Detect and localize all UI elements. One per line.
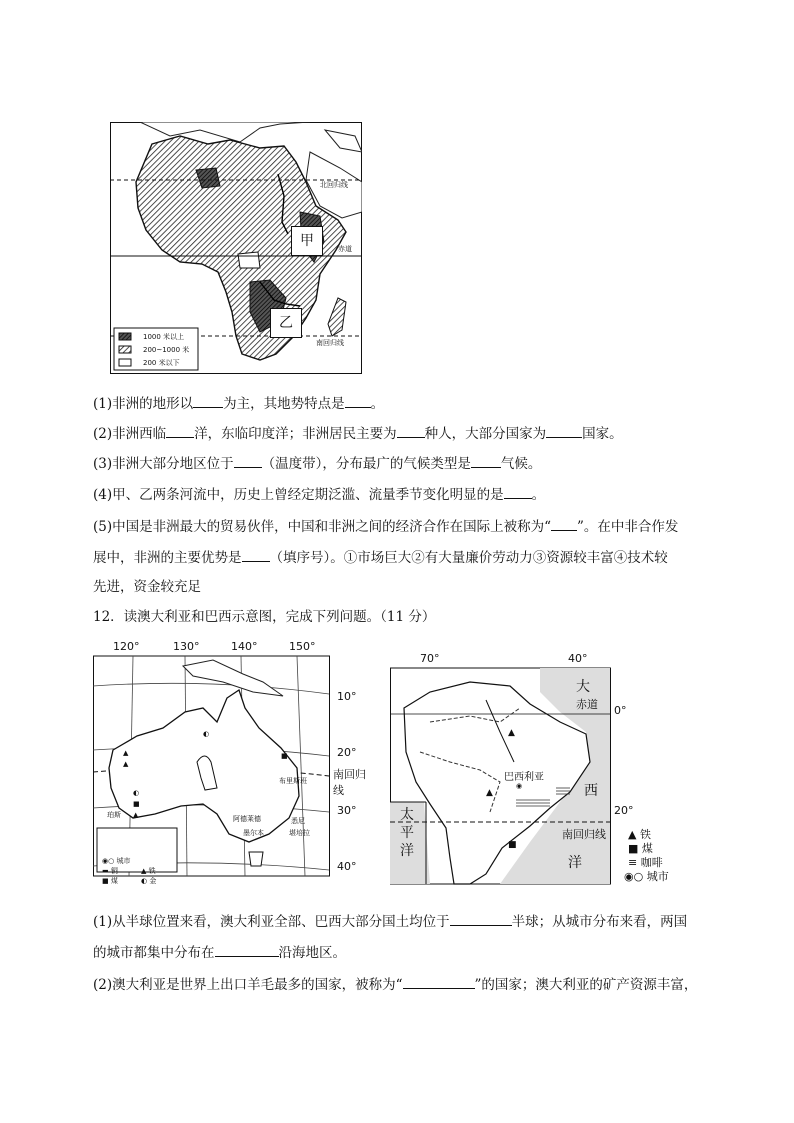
answer-blank[interactable]	[193, 393, 223, 408]
city-perth: 珀斯	[107, 811, 121, 819]
q12-p1-text-d: 沿海地区。	[278, 945, 346, 961]
equator-label: 赤道	[576, 698, 598, 711]
city-canberra: 堪培拉	[289, 829, 310, 837]
iron-marker: ▲	[486, 788, 493, 798]
question-5-line-1	[93, 516, 678, 536]
legend-coal: ■ 煤	[628, 842, 653, 855]
legend-city: ◉○ 城市	[102, 857, 131, 865]
city-brisbane: 布里斯班	[279, 777, 307, 785]
q2-text-b: 洋，东临印度洋；非洲居民主要为	[194, 426, 397, 442]
australia-map	[93, 638, 368, 888]
question-5-line-3	[93, 578, 201, 596]
q12-p2-text-a: (2)澳大利亚是世界上出口羊毛最多的国家，被称为“	[93, 977, 403, 993]
city-melbourne: 墨尔本	[243, 829, 264, 837]
lon-label-120: 120°	[113, 640, 140, 653]
q12-part-1-line-1	[93, 911, 687, 931]
q4-text: (4)甲、乙两条河流中，历史上曾经定期泛滥、流量季节变化明显的是	[93, 487, 504, 503]
q12-p1-text-c: 的城市都集中分布在	[93, 945, 215, 961]
answer-blank[interactable]	[242, 547, 270, 562]
tropic-label: 南回归线	[333, 768, 366, 797]
atlantic-label-xi: 西	[584, 783, 598, 799]
answer-blank[interactable]	[215, 942, 279, 957]
q3-text: (3)非洲大部分地区位于	[93, 456, 234, 472]
tropic-label: 南回归线	[562, 828, 606, 841]
q1-text-b: 为主，其地势特点是	[223, 396, 345, 412]
mineral-symbols: ◐	[203, 730, 210, 738]
capital-marker: ◉	[516, 782, 523, 790]
legend-item-mid: 200~1000 米	[143, 346, 190, 354]
tropic-cancer-label: 北回归线	[320, 181, 348, 189]
atlantic-label-yang: 洋	[568, 855, 582, 871]
q5-text-e: 先进，资金较充足	[93, 579, 201, 595]
lon-label-70: 70°	[420, 652, 440, 665]
q5-text-a: (5)中国是非洲最大的贸易伙伴，中国和非洲之间的经济合作在国际上被称为“	[93, 519, 552, 535]
legend-copper: ▬ 铜	[102, 867, 118, 875]
answer-blank[interactable]	[504, 484, 532, 499]
lon-label-140: 140°	[231, 640, 258, 653]
australia-map-graphic	[93, 638, 368, 888]
question-5-line-2	[93, 547, 668, 567]
answer-blank[interactable]	[397, 423, 425, 438]
coal-marker: ■	[508, 840, 517, 850]
africa-map	[110, 122, 362, 374]
lon-label-40: 40°	[568, 652, 588, 665]
q2-text-c: 种人，大部分国家为	[424, 426, 547, 442]
q5-text-b: ”。在中非合作发	[577, 519, 679, 535]
answer-blank[interactable]	[166, 423, 194, 438]
legend-iron: ▲ 铁	[628, 828, 651, 841]
question-1	[93, 393, 384, 413]
mineral-symbols: ▲ ▲	[123, 749, 129, 768]
lon-label-130: 130°	[173, 640, 200, 653]
legend-gold: ◐ 金	[141, 877, 157, 885]
q1-text: (1)非洲的地形以	[93, 396, 194, 412]
legend-iron: ▲ 铁	[141, 867, 156, 875]
question-2	[93, 423, 623, 443]
brazil-map	[390, 652, 690, 892]
pacific-label-2: 平	[400, 825, 414, 841]
lat-label-10: 10°	[337, 690, 357, 703]
answer-blank[interactable]	[234, 453, 262, 468]
pacific-label-1: 太	[400, 807, 414, 823]
answer-blank[interactable]	[471, 453, 501, 468]
q4-text-b: 。	[531, 487, 546, 503]
legend-city: ◉○ 城市	[624, 870, 669, 883]
q12-part-2-line-1	[93, 974, 697, 994]
mineral-symbols: ■	[281, 752, 288, 760]
answer-blank[interactable]	[345, 393, 371, 408]
capital-label: 巴西利亚	[504, 772, 544, 783]
q12-p2-text-b: ”的国家；澳大利亚的矿产资源丰富，	[474, 977, 698, 993]
city-adelaide: 阿德莱德	[233, 815, 261, 823]
q2-text-d: 国家。	[582, 426, 623, 442]
answer-blank[interactable]	[403, 974, 475, 989]
lat-label-30: 30°	[337, 804, 357, 817]
answer-blank[interactable]	[551, 516, 577, 531]
lat-label-40: 40°	[337, 860, 357, 873]
q12-part-1-line-2	[93, 942, 346, 962]
question-12-title: 12．读澳大利亚和巴西示意图，完成下列问题。（11 分）	[93, 609, 436, 625]
q12-p1-text-a: (1)从半球位置来看，澳大利亚全部、巴西大部分国土均位于	[93, 914, 450, 930]
q3-text-c: 气候。	[500, 456, 542, 472]
equator-label: 赤道	[338, 245, 352, 253]
mineral-symbols: ◐ ■ ▲	[133, 789, 140, 819]
q5-text-d: （填序号）。①市场巨大②有大量廉价劳动力③资源较丰富④技术较	[269, 550, 668, 566]
legend-coal: ■ 煤	[102, 877, 118, 885]
legend-coffee: ≡ 咖啡	[628, 856, 663, 869]
answer-blank[interactable]	[450, 911, 512, 926]
city-sydney: 悉尼	[291, 817, 305, 825]
question-3	[93, 453, 541, 473]
q12-p1-text-b: 半球；从城市分布来看，两国	[511, 914, 688, 930]
iron-marker: ▲	[508, 728, 515, 738]
legend-item-low: 200 米以下	[143, 359, 180, 367]
q3-text-b: （温度带），分布最广的气候类型是	[261, 456, 471, 472]
lat-label-0: 0°	[614, 704, 627, 717]
atlantic-label-da: 大	[576, 679, 590, 695]
river-label-yi: 乙	[270, 308, 302, 338]
lon-label-150: 150°	[289, 640, 316, 653]
river-label-jia: 甲	[291, 226, 323, 256]
pacific-label-3: 洋	[400, 843, 414, 859]
legend-item-high: 1000 米以上	[143, 333, 185, 341]
question-4	[93, 484, 545, 504]
q1-text-c: 。	[370, 396, 385, 412]
lat-label-20: 20°	[337, 746, 357, 759]
answer-blank[interactable]	[546, 423, 582, 438]
q2-text: (2)非洲西临	[93, 426, 167, 442]
lat-label-20: 20°	[614, 804, 634, 817]
q5-text-c: 展中，非洲的主要优势是	[93, 550, 242, 566]
tropic-capricorn-label: 南回归线	[316, 339, 344, 347]
